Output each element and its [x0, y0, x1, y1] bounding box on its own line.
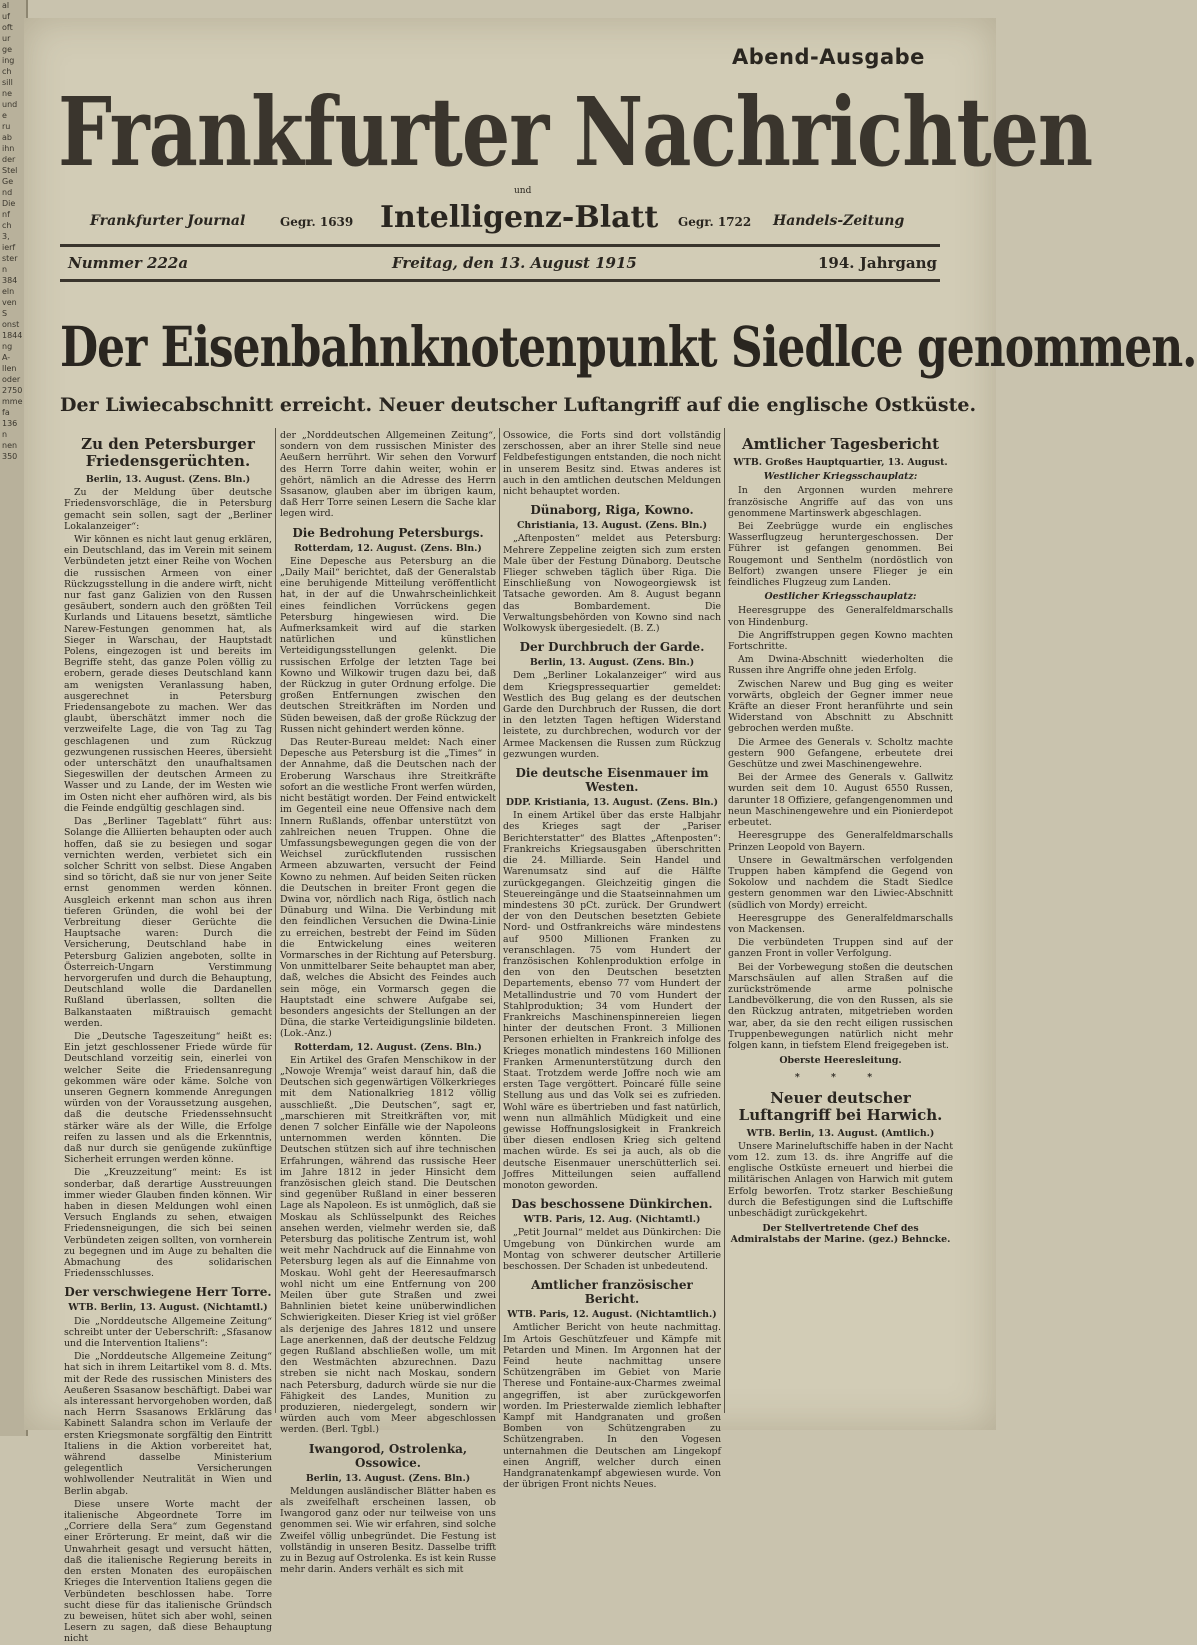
dateline: WTB. Berlin, 13. August. (Nichtamtl.)	[68, 1302, 268, 1314]
paragraph: Das „Berliner Tageblatt“ führt aus: Solange die Alliierten behaupten oder auch hoffen, daß sie zu besiegen und sogar vernichten werden, verbietet sich ein solcher Schritt von selbst. Diese Angaben sind so töricht, daß sie nur von jener Seite ernst genommen werden können. Ausgleich erkennt man schon aus ihren tieferen Gründen, die wohl bei der Verbreitung dieser Gerüchte die Hauptsache waren: Durch die Versicherung, Deutschland habe in Petersburg Galizien angeboten, sollte in Österreich-Ungarn Verstimmung hervorgerufen und durch die Behauptung, Deutschland wolle die Dardanellen Rußland überlassen, sollten die Balkanstaaten mißtrauisch gemacht werden.	[64, 816, 272, 1029]
masthead-und: und	[514, 186, 532, 196]
paragraph: Die „Deutsche Tageszeitung“ heißt es: Ein jetzt geschlossener Friede würde für Deutschland vorzeitig sein, einerlei von welcher Seite die Friedensanregung gekommen wäre oder käme. Solche von unseren Gegnern kommende Anregungen würden von der Voraussetzung ausgehen, daß die deutsche Friedenssehnsucht stärker wäre als der Wille, die Erfolge reifen zu lassen und als die Erkenntnis, daß nur durch sie genügende zukünftige Sicherheit errungen werden könne.	[64, 1030, 272, 1166]
dateline: WTB. Paris, 12. August. (Nichtamtlich.)	[507, 1309, 717, 1321]
masthead-right-label: Handels-Zeitung	[773, 213, 905, 229]
masthead-left-label: Frankfurter Journal	[90, 213, 246, 229]
masthead-subtitle: Intelligenz-Blatt	[380, 200, 659, 235]
article-heading: Neuer deutscher Luftangriff bei Harwich.	[738, 1088, 943, 1124]
article-heading: Der Durchbruch der Garde.	[519, 640, 705, 655]
column-divider	[724, 428, 725, 1413]
column-4	[728, 430, 953, 1420]
column-divider	[275, 428, 276, 1413]
dateline: DDP. Kristiania, 13. August. (Zens. Bln.)	[505, 797, 719, 809]
paragraph: Wir können es nicht laut genug erklären, ein Deutschland, das im Verein mit seinem Verbündeten jetzt einer Reihe von Wochen die russischen Armeen von einer Rückzugsstellung in die andere wirft, nicht nur fast ganz Galizien von den Russen gesäubert, sondern auch den größten Teil Kurlands und Litauens besetzt, sämtliche Narew-Festungen genommen hat, als Sieger in Warschau, der Hauptstadt Polens, eingezogen ist und bereits im Begriffe steht, das ganze Polen völlig zu erobern, gerade dieses Deutschland kann am wenigsten Veranlassung haben, ausgerechnet in Petersburg Friedensangebote zu machen. Wer das glaubt, überschätzt immer noch die verzweifelte Lage, die von Tag zu Tag geschlagenen und zum Rückzug gezwungenen russischen Heeres, übersieht oder unterschätzt den unaufhaltsamen Siegeswillen der deutschen Armeen zu Wasser und zu Lande, der im Westen wie im Osten nicht eher aufhören wird, als bis die Feinde endgültig geschlagen sind.	[64, 534, 272, 814]
signature: Oberste Heeresleitung.	[779, 1055, 902, 1067]
paragraph: Die „Kreuzzeitung“ meint: Es ist sonderbar, daß derartige Ausstreuungen immer wieder Glauben finden können. Wir haben in diesen Meldungen wohl einen Versuch Englands zu sehen, etwaigen Friedensneigungen, die sich bei seinen Verbündeten zeigen sollten, von vornherein zu begegnen und im Auge zu behalten die Abmachung des solidarischen Friedensschlusses.	[64, 1167, 272, 1280]
paragraph: Unsere Marineluftschiffe haben in der Nacht vom 12. zum 13. ds. ihre Angriffe auf die englische Ostküste erneuert und hierbei die militärischen Anlagen von Harwich mit gutem Erfolg beworfen. Trotz starker Beschießung durch die Befestigungen sind die Luftschiffe unbeschädigt zurückgekehrt.	[728, 1140, 953, 1219]
paragraph: Unsere in Gewaltmärschen verfolgenden Truppen haben kämpfend die Gegend von Sokolow und nachdem die Stadt Siedlce gestern genommen war den Liwiec-Abschnitt (südlich von Mordy) erreicht.	[728, 854, 953, 911]
column-divider	[499, 428, 500, 1413]
paragraph: Meldungen ausländischer Blätter haben es als zweifelhaft erscheinen lassen, ob Iwangorod ganz oder nur teilweise von uns genommen sei. Wie wir erfahren, sind solche Zweifel völlig unbegründet. Die Festung ist vollständig in unseren Besitz. Dasselbe trifft zu in Bezug auf Ostrolenka. Es ist kein Russe mehr darin. Anders verhält es sich mit	[280, 1485, 496, 1576]
paragraph: Bei der Armee des Generals v. Gallwitz wurden seit dem 10. August 6550 Russen, darunter 18 Offiziere, gefangengenommen und neun Maschinengewehre und ein Pionierdepot erbeutet.	[728, 772, 953, 829]
paragraph: Bei Zeebrügge wurde ein englisches Wasserflugzeug heruntergeschossen. Der Führer ist gefangen genommen. Bei Rougemont und Senthelm (nordöstlich von Belfort) zwangen unsere Flieger je ein feindliches Flugzeug zum Landen.	[728, 521, 953, 589]
paragraph: In einem Artikel über das erste Halbjahr des Krieges sagt der „Pariser Berichterstatter“ des Blattes „Aftenposten“: Frankreichs Kriegsausgaben überschritten die 24. Milliarde. Sein Handel und Warenumsatz sind auf die Hälfte zurückgegangen. Gleichzeitig gingen die Steuereingänge und die Staatseinnahmen um mindestens 30 pCt. zurück. Der Grundwert der von den Deutschen besetzten Gebiete Nord- und Ostfrankreichs wäre mindestens auf 9500 Millionen Franken zu veranschlagen. 75 vom Hundert der französischen Kohlenproduktion erfolge in den von den Deutschen besetzten Departements, ebenso 77 vom Hundert der Metallindustrie und 70 vom Hundert der Stahlproduktion; 34 vom Hundert der Frankreichs Maschinenspinnereien liegen hinter der deutschen Front. 3 Millionen Personen erhielten in Frankreich infolge des Krieges monatlich mindestens 160 Millionen Franken Armenunterstützung durch den Staat. Trotzdem werde Joffre noch wie am ersten Tage vergöttert. Poincaré fülle seine Stellung aus und das Volk sei es zufrieden. Wohl wäre es übertrieben und fast natürlich, wenn nun allmählich Müdigkeit und eine gewisse Hoffnungslosigkeit in Frankreich über diesen endlosen Krieg sich geltend machen würde. Es sei ja auch, als ob die deutsche Eisenmauer unerschütterlich sei. Joffres Mitteilungen seien auffallend monoton geworden.	[503, 810, 721, 1191]
article-heading: Die Bedrohung Petersburgs.	[292, 525, 484, 540]
article-heading: Dünaborg, Riga, Kowno.	[530, 503, 694, 518]
masthead-founded-right: Gegr. 1722	[678, 215, 752, 229]
masthead-founded-left: Gegr. 1639	[280, 215, 354, 229]
dateline: WTB. Berlin, 13. August. (Amtlich.)	[746, 1127, 935, 1139]
issue-number: Nummer 222a	[68, 254, 189, 272]
paragraph: Die Angriffstruppen gegen Kowno machten Fortschritte.	[728, 629, 953, 653]
volume-year: 194. Jahrgang	[818, 254, 937, 272]
separator-stars: * * *	[794, 1072, 887, 1084]
paragraph: Ein Artikel des Grafen Menschikow in der „Nowoje Wremja“ weist darauf hin, daß die Deutschen sich gegenwärtigen Völkerkrieges mit dem Nationalkrieg 1812 völlig ausschließt. „Die Deutschen“, sagt er, „marschieren mit Streitkräften vor, mit denen 7 solcher Einfälle wie der Napoleons unternommen werden könnten. Die Deutschen stützen sich auf ihre technischen Erfahrungen, während das russische Heer im Jahre 1812 in jeder Hinsicht dem französischen gleich stand. Die Deutschen sind gegenüber Rußland in einer besseren Lage als Napoleon. Es ist unmöglich, daß sie Moskau als Schlüsselpunkt des Reiches ansehen werden, vielmehr werden sie, daß Petersburg das politische Zentrum ist, wohl weit mehr Nachdruck auf die Einnahme von Petersburg legen als auf die Einnahme von Moskau. Wohl geht der Heeresaufmarsch wohl nicht um eine Entfernung von 200 Meilen über gute Straßen und zwei Bahnlinien bietet keine unüberwindlichen Schwierigkeiten. Dieser Krieg ist viel größer als derjenige des Jahres 1812 und unsere Lage anerkennen, daß der deutsche Feldzug gegen Rußland abschließen wolle, um mit den Westmächten abzurechnen. Dazu streben sie nicht nach Moskau, sondern nach Petersburg, dadurch würde sie nur die Fähigkeit des Landes, Munition zu produzieren, niedergelegt, sondern wir würden auch vom Meer abgeschlossen werden. (Berl. Tgbl.)	[280, 1054, 496, 1436]
dateline: Berlin, 13. August. (Zens. Bln.)	[305, 1472, 471, 1484]
paragraph: Dem „Berliner Lokalanzeiger“ wird aus dem Kriegspressequartier gemeldet: Westlich des Bug gelang es der deutschen Garde den Durchbruch der Russen, die dort in den letzten Tagen heftigen Widerstand leistete, zu durchbrechen, wodurch vor der Armee Mackensen die Russen zum Rückzug gezwungen wurden.	[503, 670, 721, 760]
dateline: Christiania, 13. August. (Zens. Bln.)	[516, 520, 708, 532]
sub-headline: Der Liwiecabschnitt erreicht. Neuer deutscher Luftangriff auf die englische Ostküste.	[60, 394, 977, 416]
paragraph: Eine Depesche aus Petersburg an die „Daily Mail“ berichtet, daß der Generalstab eine beruhigende Mitteilung veröffentlicht hat, in der auf die Unwahrscheinlichkeit eines feindlichen Vorrückens gegen Petersburg hingewiesen wird. Die Aufmerksamkeit wird auf die starken natürlichen und künstlichen Verteidigungsstellungen gelenkt. Die russischen Erfolge der letzten Tage bei Kowno und Wilkowir trugen dazu bei, daß der Rückzug in guter Ordnung erfolge. Die großen Entfernungen zwischen den deutschen Streitkräften im Norden und Süden beweisen, daß der große Rückzug der Russen nicht gehindert werden könne.	[280, 555, 496, 735]
paragraph: „Aftenposten“ meldet aus Petersburg: Mehrere Zeppeline zeigten sich zum ersten Male über der Festung Dünaborg. Deutsche Flieger schweben täglich über Riga. Die Einschließung von Nowogeorgiewsk ist Tatsache geworden. Am 8. August begann das Bombardement. Die Verwaltungsbehörden von Kowno sind nach Wolkowysk übergesiedelt. (B. Z.)	[503, 533, 721, 635]
article-heading: Iwangorod, Ostrolenka, Ossowice.	[308, 1441, 468, 1470]
paragraph: Heeresgruppe des Generalfeldmarschalls von Mackensen.	[728, 912, 953, 935]
main-headline: Der Eisenbahnknotenpunkt Siedlce genommen.	[60, 316, 1197, 380]
issue-date: Freitag, den 13. August 1915	[392, 254, 637, 272]
article-heading: Der verschwiegene Herr Torre.	[64, 1285, 272, 1300]
paragraph: In den Argonnen wurden mehrere französische Angriffe auf das von uns genommene Martinswerk abgeschlagen.	[728, 485, 953, 519]
paragraph: Amtlicher Bericht von heute nachmittag. Im Artois Geschützfeuer und Kämpfe mit Petarden und Minen. Im Argonnen hat der Feind heute nachmittag unsere Schützengräben im Gebiet von Marie Therese und Fontaine-aux-Charmes zweimal angegriffen, ist aber zurückgeworfen worden. Im Priesterwalde ziemlich lebhafter Kampf mit Handgranaten und großen Bomben von Schützengraben zu Schützengraben. In den Vogesen unternahmen die Deutschen am Lingekopf einen Angriff, welcher durch einen Handgranatenkampf abgewiesen wurde. Von der übrigen Front nichts Neues.	[503, 1322, 721, 1491]
dateline: WTB. Paris, 12. Aug. (Nichtamtl.)	[523, 1214, 701, 1226]
article-heading: Amtlicher französischer Bericht.	[531, 1278, 693, 1307]
column-3	[503, 430, 722, 1491]
paragraph: Am Dwina-Abschnitt wiederholten die Russen ihre Angriffe ohne jeden Erfolg.	[728, 654, 953, 677]
paragraph: Die „Norddeutsche Allgemeine Zeitung“ schreibt unter der Ueberschrift: „Sfasanow und die Intervention Italiens“:	[64, 1315, 272, 1350]
paragraph: Die „Norddeutsche Allgemeine Zeitung“ hat sich in ihrem Leitartikel vom 8. d. Mts. mit der Rede des russischen Ministers des Aeußeren Ssasanow beschäftigt. Dabei war als interessant hervorgehoben worden, daß nach Herrn Ssasanows Erklärung das Kabinett Salandra schon im Verlaufe der ersten Kriegsmonate sorgfältig den Eintritt Italiens in die Aktion vorbereitet hat, während dasselbe Ministerium gelegentlich Versicherungen wohlwollender Neutralität in Wien und Berlin abgab.	[64, 1351, 272, 1497]
paragraph: Heeresgruppe des Generalfeldmarschalls Prinzen Leopold von Bayern.	[728, 830, 953, 853]
paragraph: Heeresgruppe des Generalfeldmarschalls von Hindenburg.	[728, 605, 953, 628]
edition-label: Abend-Ausgabe	[732, 45, 925, 69]
paragraph: der „Norddeutschen Allgemeinen Zeitung“, sondern von dem russischen Minister des Aeußern herrührt. Wir sehen den Vorwurf des Herrn Torre dahin weiter, wohin er gehört, nämlich an die Adresse des Herrn Ssasanow, glauben aber im übrigen kaum, daß Herr Torre seinen Lesern die Sache klar legen wird.	[280, 430, 496, 520]
paragraph: Diese unsere Worte macht der italienische Abgeordnete Torre im „Corriere della Sera“ zum Gegenstand einer Erörterung. Er meint, daß wir die Unwahrheit gesagt und versucht hätten, daß die italienische Regierung bereits in den ersten Monaten des europäischen Krieges die Intervention Italiens gegen die Verbündeten beschlossen habe. Torre sucht diese für das italienische Gründsch zu beweisen, hütet sich aber wohl, seinen Lesern zu sagen, daß diese Behauptung nicht	[64, 1498, 272, 1645]
article-heading: Amtlicher Tagesbericht	[741, 435, 940, 453]
masthead-title: Frankfurter Nachrichten	[58, 76, 1093, 188]
paragraph: Das Reuter-Bureau meldet: Nach einer Depesche aus Petersburg ist die „Times“ in der Annahme, daß die Deutschen nach der Eroberung Warschaus ihre Streitkräfte sofort an die westliche Front werfen würden, nicht bestätigt worden. Der Feind entwickelt im Gegenteil eine neue Offensive nach dem Innern Rußlands, offenbar unterstützt von zahlreichen neuen Truppen. Ohne die Umfassungsbewegungen gegen die von der Weichsel zurückflutenden russischen Armeen abzuwarten, versucht der Feind Kowno zu nehmen. Auf beiden Seiten rücken die Deutschen in breiter Front gegen die Dwina vor, nördlich nach Riga, östlich nach Dünaburg und Wilna. Die Verbindung mit den feindlichen Versuchen die Dwina-Linie zu erreichen, bestrebt der Feind im Süden die Entwickelung eines weiteren Vormarsches in der Richtung auf Petersburg. Von unmittelbarer Seite behauptet man aber, daß, welches die Absicht des Feindes auch sein möge, ein Vormarsch gegen die Hauptstadt eine schwere Aufgabe sei, besonders angesichts der Stellungen an der Düna, die starke Verteidigungslinie bildeten. (Lok.-Anz.)	[280, 737, 496, 1040]
dateline: WTB. Großes Hauptquartier, 13. August.	[733, 457, 948, 468]
article-heading: Zu den Petersburger Friedensgerüchten.	[81, 435, 255, 470]
signature: Der Stellvertretende Chef des Admiralstabs der Marine. (gez.) Behncke.	[730, 1223, 951, 1246]
masthead-rule-top	[60, 244, 940, 247]
paragraph: Zu der Meldung über deutsche Friedensvorschläge, die in Petersburg gemacht sein sollen, sagt der „Berliner Lokalanzeiger“:	[64, 487, 272, 532]
dateline: Rotterdam, 12. August. (Zens. Bln.)	[294, 542, 482, 554]
column-1	[64, 430, 272, 1645]
paragraph: „Petit Journal“ meldet aus Dünkirchen: Die Umgebung von Dünkirchen wurde am Montag von schwerer deutscher Artillerie beschossen. Der Schaden ist unbedeutend.	[503, 1227, 721, 1272]
section-subheading: Oestlicher Kriegsschauplatz:	[764, 591, 917, 603]
paragraph: Zwischen Narew und Bug ging es weiter vorwärts, obgleich der Gegner immer neue Kräfte an dieser Front heranführte und sein Widerstand von Abschnitt zu Abschnitt gebrochen werden mußte.	[728, 678, 953, 735]
column-2	[280, 430, 496, 1576]
adjacent-page-strip: al uf oft ur ge ing ch sill ne und e ru ab ihn der Stel Ge nd Die nf ch 3, ierf ster n 384 eln ven S onst 1844 ng A- llen oder 2750 mme fa 136 n nen 350	[0, 0, 28, 1436]
paragraph: Die verbündeten Truppen sind auf der ganzen Front in voller Verfolgung.	[728, 937, 953, 960]
masthead-rule-bottom	[60, 279, 940, 282]
dateline: Rotterdam, 12. August. (Zens. Bln.)	[294, 1041, 482, 1053]
article-heading: Die deutsche Eisenmauer im Westen.	[515, 766, 709, 795]
paragraph: Die Armee des Generals v. Scholtz machte gestern 900 Gefangene, erbeutete drei Geschütze und zwei Maschinengewehre.	[728, 736, 953, 771]
paragraph: Bei der Vorbewegung stoßen die deutschen Marschsäulen auf allen Straßen auf die zurückströmende arme polnische Landbevölkerung, die von den Russen, als sie den Rückzug antraten, mitgetrieben worden war, aber, da sie den recht eiligen russischen Truppenbewegungen natürlich nicht mehr folgen kann, in tiefstem Elend freigegeben ist.	[728, 961, 953, 1051]
section-subheading: Westlicher Kriegsschauplatz:	[763, 471, 918, 483]
dateline: Berlin, 13. August. (Zens. Bln.)	[529, 657, 695, 669]
dateline: Berlin, 13. August. (Zens. Bln.)	[85, 474, 251, 485]
article-heading: Das beschossene Dünkirchen.	[511, 1197, 713, 1212]
paragraph: Ossowice, die Forts sind dort vollständig zerschossen, aber an ihrer Stelle sind neue Feldbefestigungen entstanden, die noch nicht in unserem Besitz sind. Etwas anderes ist auch in den amtlichen deutschen Meldungen nicht behauptet worden.	[503, 430, 722, 498]
